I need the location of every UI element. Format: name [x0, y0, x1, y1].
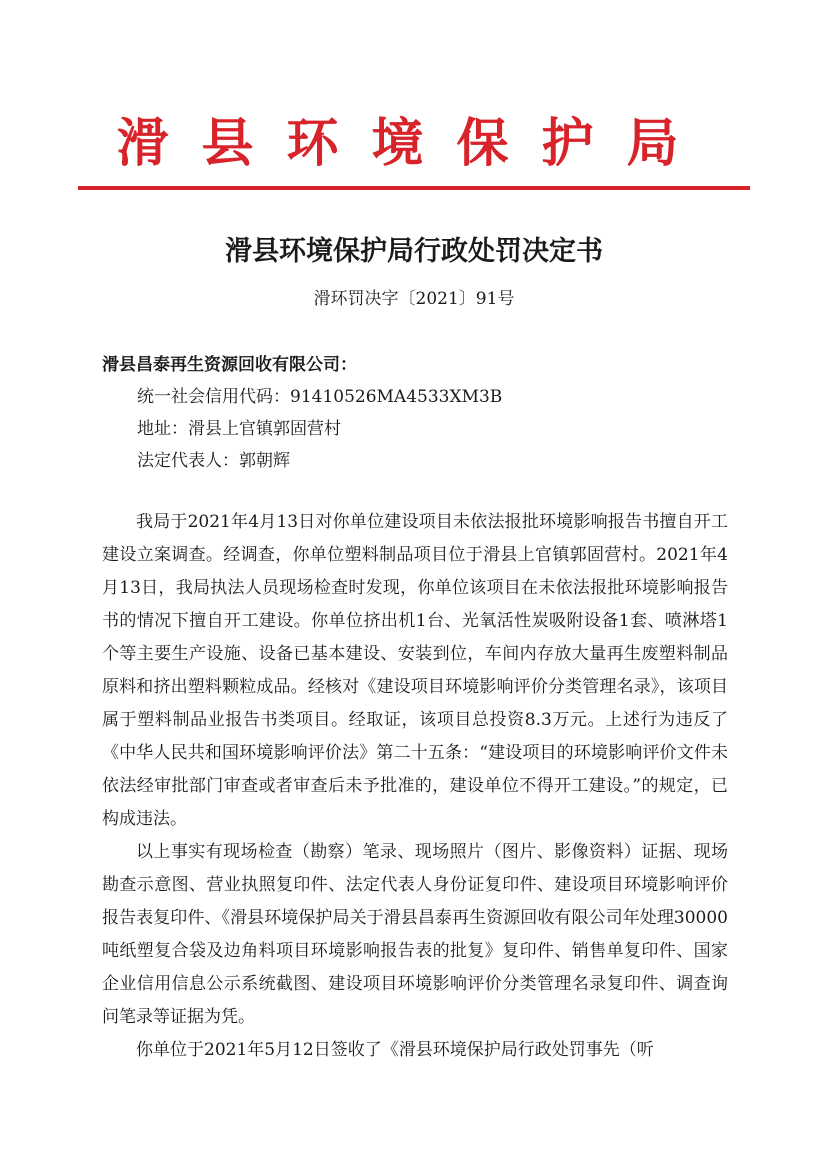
letterhead-title: 滑县环境保护局: [116, 114, 712, 174]
recipient-name: 滑县昌泰再生资源回收有限公司：: [102, 355, 357, 375]
body-text: [102, 506, 728, 1067]
paragraph-notice: 你单位于2021年5月12日签收了《滑县环境保护局行政处罚事先（听: [136, 1040, 654, 1060]
credit-code-line: 统一社会信用代码：91410526MA4533XM3B: [137, 387, 503, 407]
letterhead-divider: [78, 186, 750, 190]
legal-representative-line: 法定代表人：郭朝辉: [137, 451, 290, 471]
document-number: 滑环罚决字〔2021〕91号: [313, 289, 515, 309]
paragraph-facts: 我局于2021年4月13日对你单位建设项目未依法报批环境影响报告书擅自开工建设立案调查。经调查，你单位塑料制品项目位于滑县上官镇郭固营村。2021年4月13日，我局执法人员现场检查时发现，你单位该项目在未依法报批环境影响报告书的情况下擅自开工建设。你单位挤出机1台、光氧活性炭吸附设备1套、喷淋塔1个等主要生产设施、设备已基本建设、安装到位，车间内存放大量再生废塑料制品原料和挤出塑料颗粒成品。经核对《建设项目环境影响评价分类管理名录》，该项目属于塑料制品业报告书类项目。经取证，该项目总投资8.3万元。上述行为违反了《中华人民共和国环境影响评价法》第二十五条：“建设项目的环境影响评价文件未依法经审批部门审查或者审查后未予批准的，建设单位不得开工建设。”的规定，已构成违法。: [102, 512, 728, 829]
address-line: 地址：滑县上官镇郭固营村: [137, 419, 341, 439]
paragraph-evidence: 以上事实有现场检查（勘察）笔录、现场照片（图片、影像资料）证据、现场勘查示意图、营业执照复印件、法定代表人身份证复印件、建设项目环境影响评价报告表复印件、《滑县环境保护局关于滑县昌泰再生资源回收有限公司年处理30000吨纸塑复合袋及边角料项目环境影响报告表的批复》复印件、销售单复印件、国家企业信用信息公示系统截图、建设项目环境影响评价分类管理名录复印件、调查询问笔录等证据为凭。: [102, 842, 728, 1027]
document-title: 滑县环境保护局行政处罚决定书: [225, 236, 603, 267]
